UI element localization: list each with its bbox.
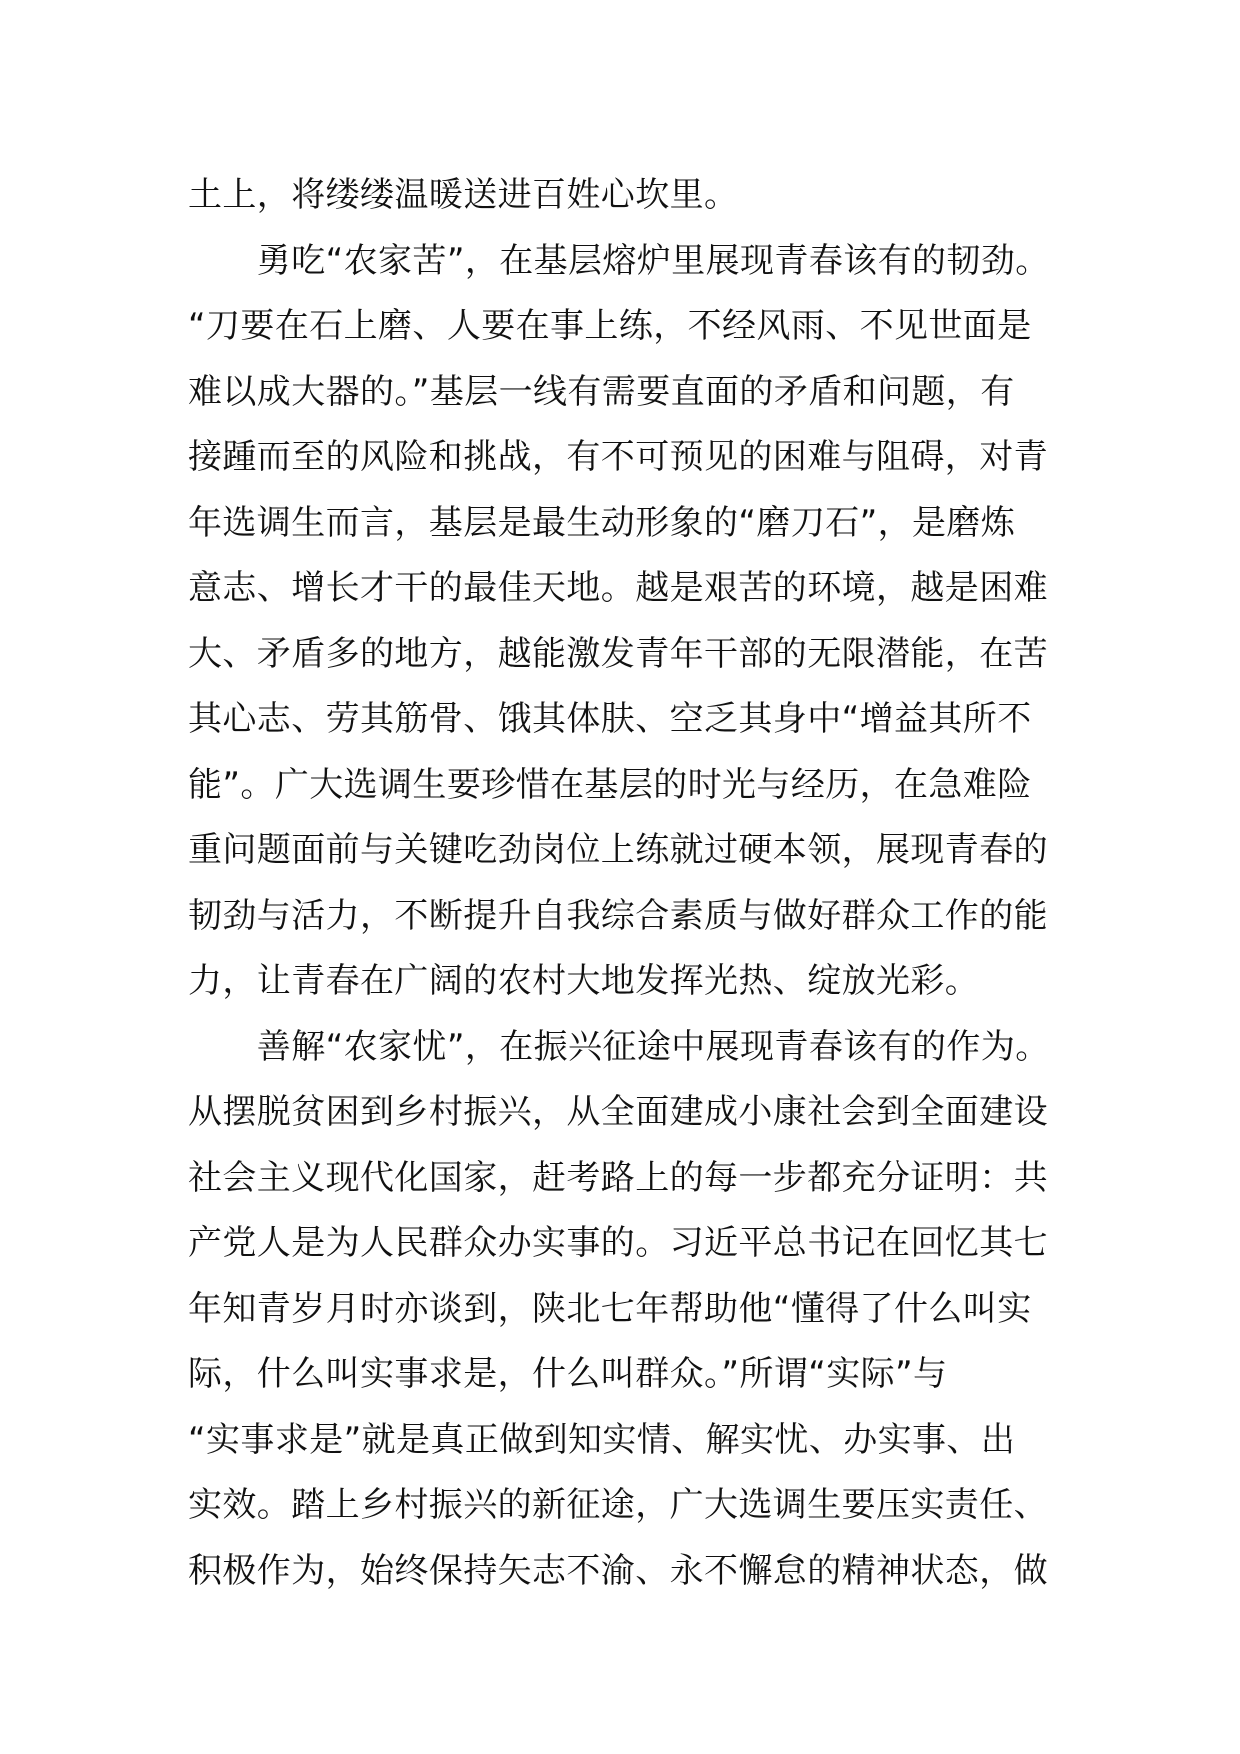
text-line: 土上，将缕缕温暖送进百姓心坎里。 — [188, 175, 739, 215]
text-line: 力，让青春在广阔的农村大地发挥光热、绽放光彩。 — [188, 961, 980, 1001]
text-line: 积极作为，始终保持矢志不渝、永不懈怠的精神状态，做 — [188, 1550, 1048, 1591]
text-line: 意志、增长才干的最佳天地。越是艰苦的环境，越是困难 — [188, 568, 1048, 608]
text-line: 韧劲与活力，不断提升自我综合素质与做好群众工作的能 — [188, 895, 1048, 936]
text-line: 其心志、劳其筋骨、饿其体肤、空乏其身中“增益其所不 — [188, 699, 1032, 739]
body-text — [188, 163, 1068, 1604]
text-line: 年知青岁月时亦谈到，陕北七年帮助他“懂得了什么叫实 — [188, 1288, 1032, 1329]
paragraph-start-line: 善解“农家忧”，在振兴征途中展现青春该有的作为。 — [188, 1026, 1050, 1067]
text-line: 大、矛盾多的地方，越能激发青年干部的无限潜能，在苦 — [188, 633, 1048, 674]
text-line: 难以成大器的。”基层一线有需要直面的矛盾和问题，有 — [188, 371, 1015, 412]
text-line: 从摆脱贫困到乡村振兴，从全面建成小康社会到全面建设 — [188, 1092, 1048, 1132]
text-line: 社会主义现代化国家，赶考路上的每一步都充分证明：共 — [188, 1157, 1048, 1198]
text-line: “实事求是”就是真正做到知实情、解实忧、办实事、出 — [188, 1419, 1016, 1460]
text-line: “刀要在石上磨、人要在事上练，不经风雨、不见世面是 — [188, 306, 1032, 346]
text-line: 实效。踏上乡村振兴的新征途，广大选调生要压实责任、 — [188, 1485, 1048, 1525]
text-line: 产党人是为人民群众办实事的。习近平总书记在回忆其七 — [188, 1223, 1048, 1263]
text-line: 能”。广大选调生要珍惜在基层的时光与经历，在急难险 — [188, 764, 1032, 805]
paragraph-start-line: 勇吃“农家苦”，在基层熔炉里展现青春该有的韧劲。 — [188, 240, 1050, 281]
text-line: 际，什么叫实事求是，什么叫群众。”所谓“实际”与 — [188, 1354, 948, 1394]
text-line: 年选调生而言，基层是最生动形象的“磨刀石”，是磨炼 — [188, 502, 1016, 543]
text-line: 接踵而至的风险和挑战，有不可预见的困难与阻碍，对青 — [188, 437, 1048, 477]
text-line: 重问题面前与关键吃劲岗位上练就过硬本领，展现青春的 — [188, 830, 1048, 870]
